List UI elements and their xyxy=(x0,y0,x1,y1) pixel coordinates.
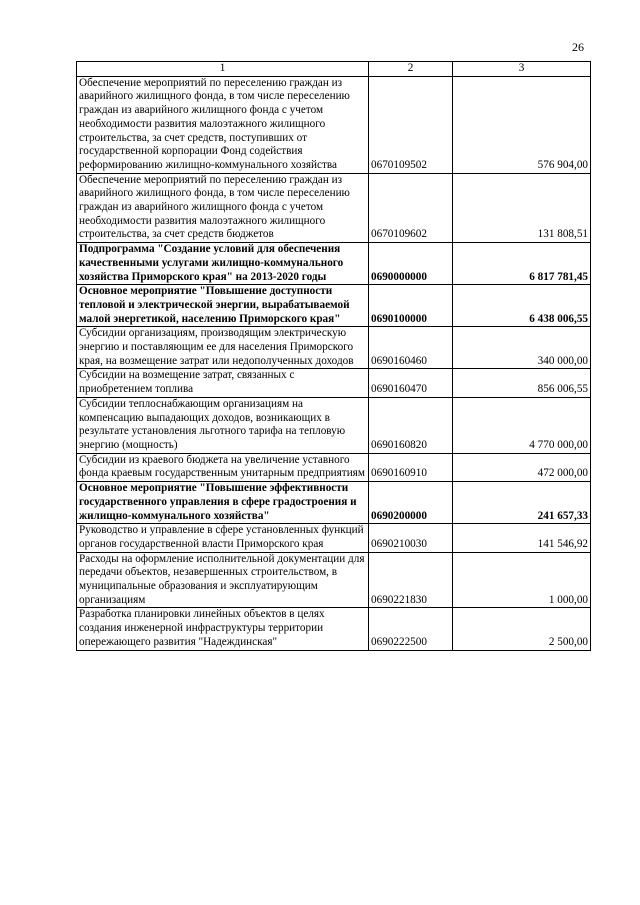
row-name-cell: Обеспечение мероприятий по переселению граждан из аварийного жилищного фонда, в том числе переселению граждан из аварийного жилищного фонда с учетом необходимости развития малоэтажного жилищного строительства, за счет средств, поступивших от государственной корпорации Фонд содействия реформированию жилищно-коммунального хозяйства xyxy=(77,76,369,173)
row-name-cell: Подпрограмма "Создание условий для обеспечения качественными услугами жилищно-коммунального хозяйства Приморского края" на 2013-2020 годы xyxy=(77,243,369,285)
row-amount-cell: 6 438 006,55 xyxy=(453,285,591,327)
row-amount-cell: 241 657,33 xyxy=(453,482,591,524)
row-name-cell: Субсидии на возмещение затрат, связанных с приобретением топлива xyxy=(77,369,369,397)
table-header-row xyxy=(77,62,591,77)
row-amount-cell: 1 000,00 xyxy=(453,552,591,608)
row-code-cell: 0690221830 xyxy=(369,552,453,608)
header-cell-1: 1 xyxy=(77,62,369,77)
row-name-cell: Разработка планировки линейных объектов в целях создания инженерной инфраструктуры территории опережающего развития "Надеждинская" xyxy=(77,608,369,650)
table-row xyxy=(77,243,591,285)
row-name-cell: Руководство и управление в сфере установленных функций органов государственной власти Приморского края xyxy=(77,524,369,552)
row-name-cell: Субсидии из краевого бюджета на увеличение уставного фонда краевым государственным унитарным предприятиям xyxy=(77,453,369,481)
row-amount-cell: 2 500,00 xyxy=(453,608,591,650)
row-code-cell: 0690200000 xyxy=(369,482,453,524)
table-row xyxy=(77,76,591,173)
table-row xyxy=(77,397,591,453)
row-code-cell: 0690210030 xyxy=(369,524,453,552)
row-name-cell: Основное мероприятие "Повышение эффективности государственного управления в сфере градостроения и жилищно-коммунального хозяйства" xyxy=(77,482,369,524)
row-name-cell: Основное мероприятие "Повышение доступности тепловой и электрической энергии, вырабатываемой малой энергетикой, населению Приморского края" xyxy=(77,285,369,327)
row-amount-cell: 131 808,51 xyxy=(453,173,591,243)
row-code-cell: 0690100000 xyxy=(369,285,453,327)
row-code-cell: 0670109602 xyxy=(369,173,453,243)
table-row xyxy=(77,453,591,481)
table-row xyxy=(77,524,591,552)
header-cell-2: 2 xyxy=(369,62,453,77)
row-code-cell: 0690160820 xyxy=(369,397,453,453)
table-row xyxy=(77,552,591,608)
row-code-cell: 0690160460 xyxy=(369,327,453,369)
row-code-cell: 0690222500 xyxy=(369,608,453,650)
row-amount-cell: 472 000,00 xyxy=(453,453,591,481)
row-code-cell: 0690160910 xyxy=(369,453,453,481)
row-amount-cell: 576 904,00 xyxy=(453,76,591,173)
table-row xyxy=(77,327,591,369)
row-code-cell: 0670109502 xyxy=(369,76,453,173)
row-name-cell: Обеспечение мероприятий по переселению граждан из аварийного жилищного фонда, в том числе переселению граждан из аварийного жилищного фонда с учетом необходимости развития малоэтажного жилищного строительства, за счет средств бюджетов xyxy=(77,173,369,243)
row-code-cell: 0690160470 xyxy=(369,369,453,397)
row-amount-cell: 6 817 781,45 xyxy=(453,243,591,285)
row-code-cell: 0690000000 xyxy=(369,243,453,285)
budget-table xyxy=(76,61,591,651)
row-amount-cell: 856 006,55 xyxy=(453,369,591,397)
table-row xyxy=(77,285,591,327)
table-row xyxy=(77,482,591,524)
row-name-cell: Расходы на оформление исполнительной документации для передачи объектов, незавершенных строительством, в муниципальные образования и эксплуатирующим организациям xyxy=(77,552,369,608)
row-name-cell: Субсидии теплоснабжающим организациям на компенсацию выпадающих доходов, возникающих в результате установления льготного тарифа на тепловую энергию (мощность) xyxy=(77,397,369,453)
table-row xyxy=(77,608,591,650)
page-number: 26 xyxy=(572,40,584,54)
row-amount-cell: 141 546,92 xyxy=(453,524,591,552)
table-row xyxy=(77,369,591,397)
header-cell-3: 3 xyxy=(453,62,591,77)
row-amount-cell: 340 000,00 xyxy=(453,327,591,369)
table-row xyxy=(77,173,591,243)
budget-table-body xyxy=(77,62,591,651)
row-name-cell: Субсидии организациям, производящим электрическую энергию и поставляющим ее для населения Приморского края, на возмещение затрат или недополученных доходов xyxy=(77,327,369,369)
row-amount-cell: 4 770 000,00 xyxy=(453,397,591,453)
